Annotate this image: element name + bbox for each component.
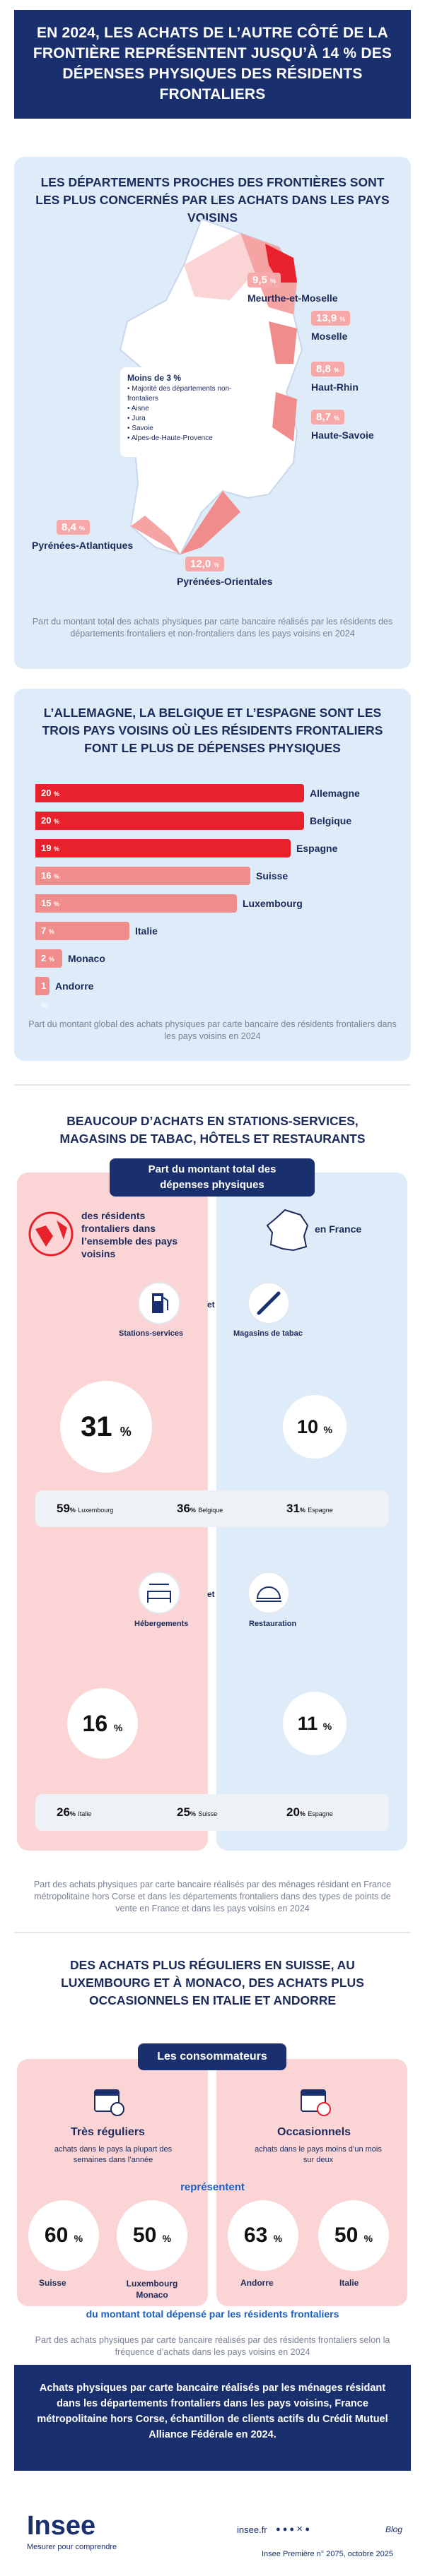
occasional-title: Occasionnels [277, 2126, 351, 2138]
frontier-label: des résidents frontaliers dans l’ensemble des pays voisins [81, 1210, 178, 1259]
bar-espagne: 19 % [35, 839, 291, 857]
section3-note: Part des achats physiques par carte bancaire réalisés par des ménages résidant en France métropolitaine hors Corse et dans les départements frontaliers dans des types de points de vente en France et dans les pays voisins en 2024 [33, 1880, 392, 1913]
world-icon [25, 1208, 78, 1261]
cat3-label: Hébergements [134, 1620, 189, 1628]
dept-pct-moselle: 13,9 % [311, 311, 350, 326]
bar-label: Allemagne [310, 788, 360, 799]
row1-item: 59% Luxembourg [57, 1502, 114, 1515]
represent-label: représentent [180, 2181, 245, 2193]
fuel-pump-icon [138, 1282, 180, 1324]
divider [14, 1084, 411, 1086]
bar-belgique: 20 % [35, 812, 304, 830]
dept-name-pyratl: Pyrénées-Atlantiques [32, 540, 134, 551]
stat-lux-monaco: 50 % [117, 2200, 187, 2271]
bar-andorre: 1 % [35, 977, 50, 995]
map-legend [120, 367, 269, 457]
regular-desc: achats dans le pays la plupart des semaines dans l’année [54, 2145, 173, 2164]
insee-logo[interactable]: Insee [27, 2511, 96, 2541]
legend-item: • Jura [127, 415, 146, 422]
section1-note: Part du montant total des achats physiques par carte bancaire réalisés par les résidents des départements frontaliers et non-frontaliers dans les pays voisins en 2024 [32, 617, 393, 639]
section3-title: BEAUCOUP D’ACHATS EN STATIONS-SERVICES, MAGASINS DE TABAC, HÔTELS ET RESTAURANTS [59, 1114, 366, 1146]
source-note: Achats physiques par carte bancaire réalisés par les ménages résidant dans les départements frontaliers dans les pays voisins, France métropolitaine hors Corse, échantillon de clients actifs du Crédit Mutuel Alliance Fédérale en 2024. [14, 2365, 411, 2471]
row2-item: 20% Espagne [286, 1805, 333, 1819]
row2-item: 25% Suisse [177, 1805, 218, 1819]
occasional-desc: achats dans le pays moins d’un mois sur deux [255, 2145, 382, 2164]
label-lux-monaco: Luxembourg Monaco [126, 2279, 178, 2300]
dept-pct-meurthe: 9,5 % [248, 273, 281, 287]
row1-item: 31% Espagne [286, 1502, 333, 1515]
france-icon [265, 1208, 311, 1254]
section2-note: Part du montant global des achats physiques par carte bancaire des résidents frontaliers dans les pays voisins en 2024 [28, 1019, 397, 1041]
legend-title: Moins de 3 % [127, 373, 182, 383]
calendar-clock-icon [297, 2084, 332, 2119]
dept-name-meurthe: Meurthe-et-Moselle [248, 292, 338, 304]
label-suisse: Suisse [39, 2278, 66, 2288]
site-link[interactable]: insee.fr [237, 2524, 267, 2535]
cat2-label: Magasins de tabac [233, 1329, 303, 1338]
blog-link[interactable]: Blog [385, 2524, 403, 2534]
stat-france-1: 10 % [283, 1395, 347, 1459]
label-italie: Italie [339, 2278, 359, 2288]
stat-suisse: 60 % [28, 2200, 99, 2271]
cigarette-icon [248, 1282, 290, 1324]
et1: et [207, 1300, 215, 1310]
dept-pct-hautrhin: 8,8 % [311, 362, 344, 376]
dept-name-moselle: Moselle [311, 331, 348, 342]
bar-label: Luxembourg [243, 898, 303, 909]
legend-item: • Majorité des départements non-frontaliers [127, 385, 232, 403]
section1-title: LES DÉPARTEMENTS PROCHES DES FRONTIÈRES SONT LES PLUS CONCERNÉS PAR LES ACHATS DANS LES PAYS VOISINS [35, 175, 390, 225]
label-andorre: Andorre [240, 2278, 274, 2288]
france-label: en France [315, 1223, 362, 1235]
cloche-icon [248, 1572, 290, 1614]
bar-allemagne: 20 % [35, 784, 304, 802]
publication-ref: Insee Première n° 2075, octobre 2025 [262, 2550, 394, 2558]
legend-item: • Savoie [127, 425, 153, 432]
bar-label: Andorre [55, 980, 94, 992]
row2-countries [35, 1794, 389, 1831]
bar-monaco: 2 % [35, 949, 62, 968]
cat1-label: Stations-services [119, 1329, 184, 1338]
dept-name-hautrhin: Haut-Rhin [311, 381, 359, 393]
dept-pct-pyror: 12,0 % [185, 557, 224, 571]
calendar-icon [91, 2084, 126, 2119]
section3-tag: Part du montant total des dépenses physiques [110, 1158, 315, 1197]
row1-countries [35, 1490, 389, 1527]
bar-label: Monaco [68, 953, 105, 964]
section4-tag: Les consommateurs [138, 2043, 286, 2070]
dept-pct-hautesavoie: 8,7 % [311, 410, 344, 425]
stat-italie: 50 % [318, 2200, 389, 2271]
stat-frontier-2: 16 % [67, 1688, 138, 1759]
dept-name-pyror: Pyrénées-Orientales [177, 576, 273, 587]
section2-title: L’ALLEMAGNE, LA BELGIQUE ET L’ESPAGNE SONT LES TROIS PAYS VOISINS OÙ LES RÉSIDENTS FRONTALIERS FONT LE PLUS DE DÉPENSES PHYSIQUES [42, 706, 383, 755]
section4-note: Part des achats physiques par carte bancaire réalisés par des résidents frontaliers selon la fréquence d’achats dans les pays voisins en 2024 [35, 2335, 390, 2357]
stat-frontier-1: 31 % [60, 1381, 152, 1473]
section4-title: DES ACHATS PLUS RÉGULIERS EN SUISSE, AU LUXEMBOURG ET À MONACO, DES ACHATS PLUS OCCASIONNELS EN ITALIE ET ANDORRE [61, 1958, 364, 2007]
bar-suisse: 16 % [35, 867, 250, 885]
stat-france-2: 11 % [283, 1692, 347, 1755]
divider [14, 1932, 411, 1933]
cat4-label: Restauration [249, 1620, 297, 1628]
row1-item: 36% Belgique [177, 1502, 223, 1515]
bar-italie: 7 % [35, 922, 129, 940]
section4-bottom: du montant total dépensé par les résidents frontaliers [86, 2308, 339, 2320]
dept-pct-pyratl: 8,4 % [57, 520, 90, 535]
social-icons: ● ● ● ✕ ● [276, 2525, 310, 2534]
dept-name-hautesavoie: Haute-Savoie [311, 429, 374, 441]
bar-luxembourg: 15 % [35, 894, 237, 913]
regular-title: Très réguliers [71, 2126, 145, 2138]
insee-tagline: Mesurer pour comprendre [27, 2543, 117, 2551]
bar-label: Italie [135, 925, 158, 937]
bar-label: Suisse [256, 870, 289, 882]
bar-label: Belgique [310, 815, 352, 826]
et2: et [207, 1589, 215, 1599]
page-title: EN 2024, LES ACHATS DE L’AUTRE CÔTÉ DE LA FRONTIÈRE REPRÉSENTENT JUSQU’À 14 % DES DÉPENSES PHYSIQUES DES RÉSIDENTS FRONTALIERS [14, 10, 411, 119]
legend-item: • Alpes-de-Haute-Provence [127, 434, 213, 442]
bar-label: Espagne [296, 843, 338, 854]
legend-item: • Aisne [127, 405, 149, 412]
row2-item: 26% Italie [57, 1805, 92, 1819]
stat-andorre: 63 % [228, 2200, 298, 2271]
bed-icon [138, 1572, 180, 1614]
